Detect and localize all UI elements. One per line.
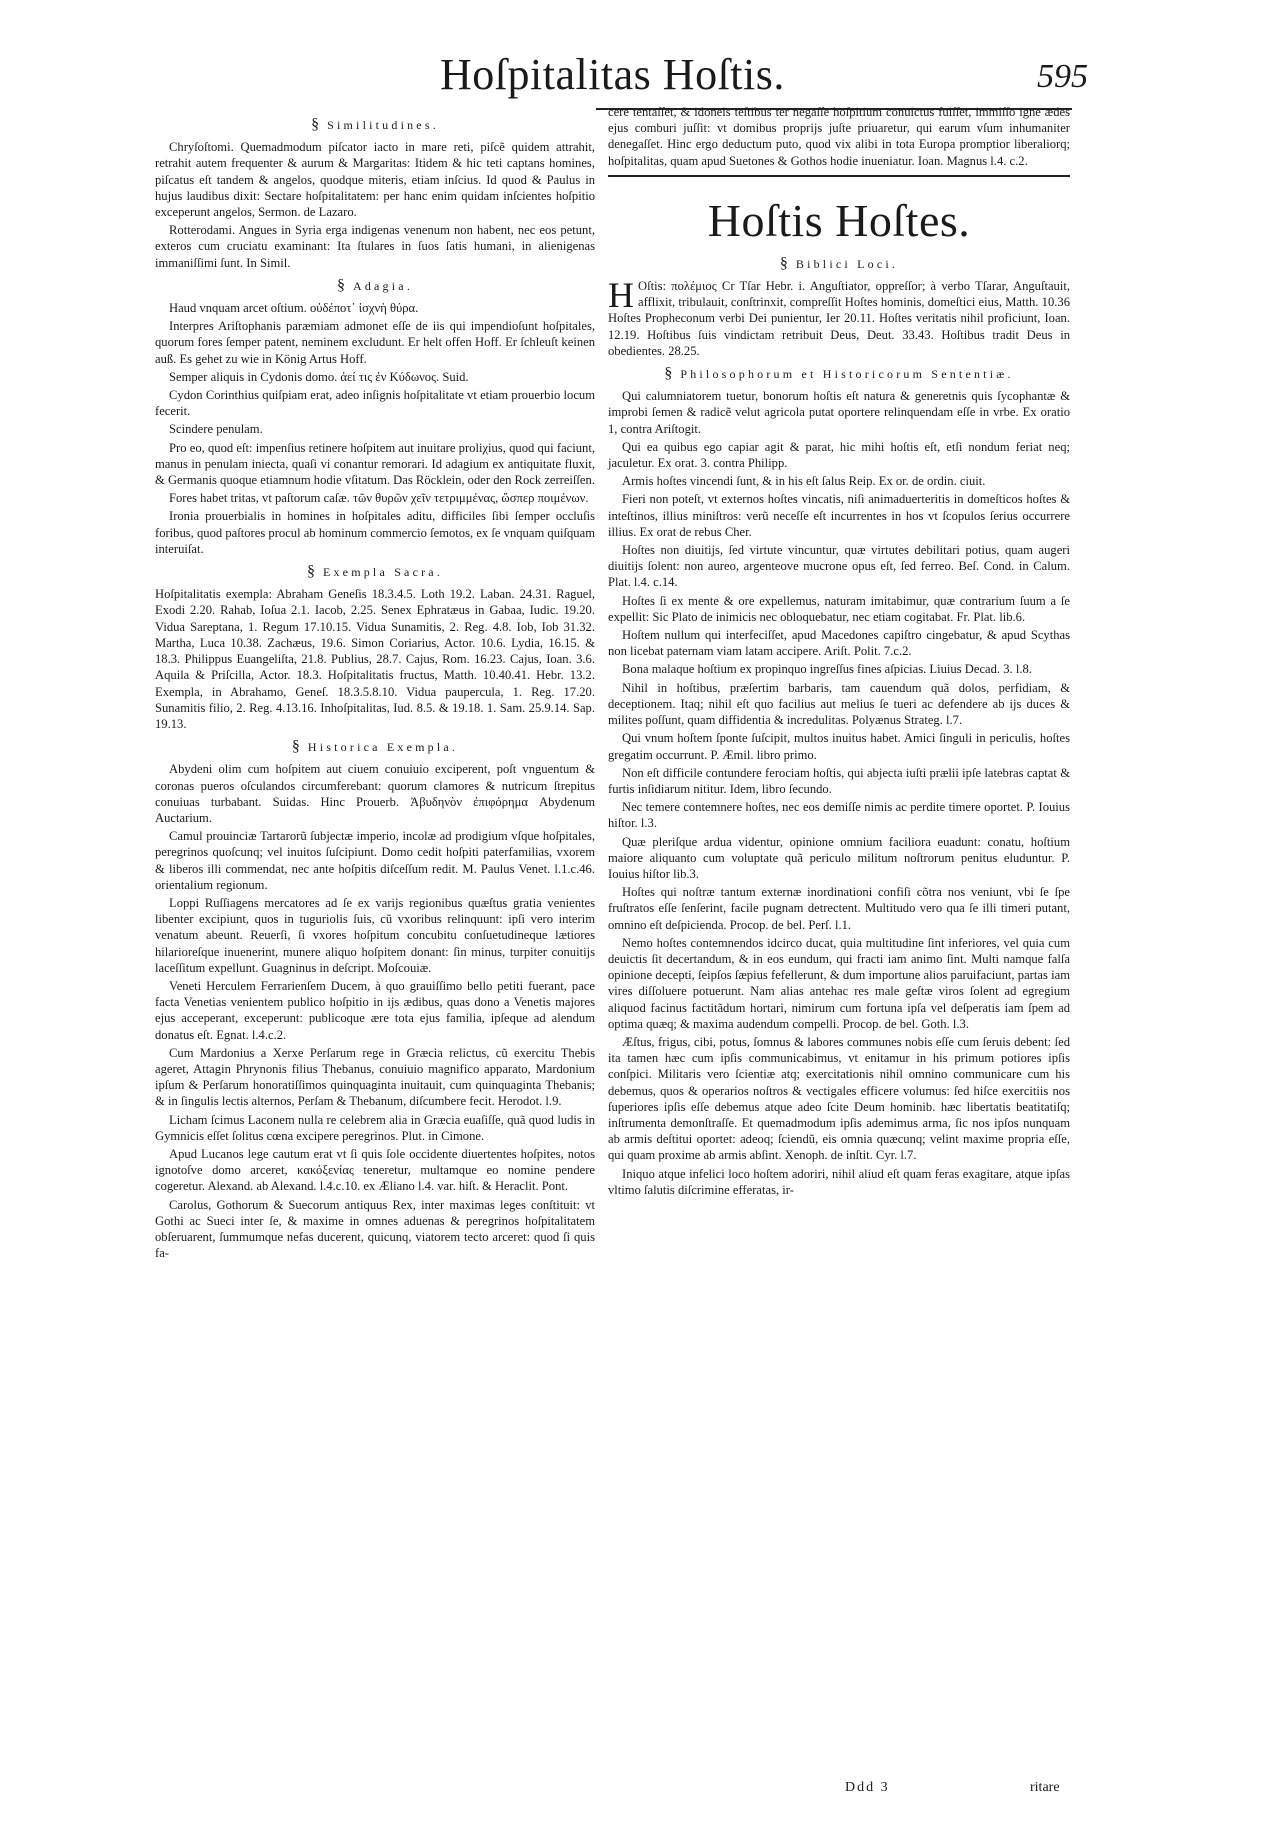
paragraph: H Oſtis: πολέμιος Cr Tſar Hebr. i. Anguſtiator, oppreſſor; à verbo Tſarar, Anguſtauit, afflixit, tribulauit, conſtrinxit, compreſſit Hoſtes hominis, domeſtici eius, Matth. 10.36 Hoſtes Propheconum verbi Dei punientur, Ier 20.11. Hoſtes veritatis nihil proficiunt, Ioan. 12.19. Hoſtibus ſuis vindictam retribuit Deus, Deut. 33.43. Hoſtibus tradit Deus in obedientes. 28.25. xyxy=(608,275,1070,358)
page-header xyxy=(140,48,1100,108)
drop-cap: H xyxy=(608,275,634,316)
paragraph: Qui calumniatorem tuetur, bonorum hoſtis eſt natura & generetnis quis ſycophantæ & improbi ſemen & radicẽ velut agricola putat oportere relinquendam eſſe in vrbe. Ex oratio 1, contra Ariſtogit. xyxy=(608,389,1070,436)
paragraph: Interpres Ariſtophanis paræmiam admonet eſſe de iis qui impendioſunt hoſpitales, quorum fores ſemper patent, neminem excludunt. Er helt offen Hoff. Er ſchleuſt keinen auß. Es gehet zu wie in König Artus Hoff. xyxy=(155,319,595,366)
paragraph: Pro eo, quod eſt: impenſius retinere hoſpitem aut inuitare proliχius, quod qui faciunt, manus in penulam iniecta, quaſi vi conantur remorari. Id adagium ex antiquitate fluxit, & Germanis quoque etiamnum hodie vſitatum. Das Röcklein, oder den Rock zerreiſſen. xyxy=(155,440,595,488)
section-heading-biblici: § Biblici Loci. xyxy=(779,254,899,272)
section-mark-icon: § xyxy=(291,738,300,756)
paragraph: Loppi Ruſſiagens mercatores ad ſe ex varijs regionibus quæſtus gratia venientes libenter excipiunt, quos in tuguriolis ſuis, cũ vxoribus relinquunt: ipſi vero interim venatum abeunt. Reuerſi, ſi vxores hoſpitum concubitu conſuetudineque lætiores hilarioreſque inuenerint, munere aliquo hoſpitem donant: ſin minus, turpiter conuitijs laceſſitum expellunt. Guagninus in deſcript. Moſcouiæ. xyxy=(155,895,595,975)
section-mark-icon: § xyxy=(306,563,315,581)
paragraph: Hoſtes qui noſtræ tantum externæ inordinationi confiſi cõtra nos veniunt, vbi ſe ſpe fruſtratos eſſe ſenſerint, facile pugnam detrectent. Multitudo vero qua ſe illi timeri putant, omnino eſt deſpicienda. Procop. de bel. Perſ. l.1. xyxy=(608,885,1070,932)
paragraph: Fores habet tritas, vt paſtorum caſæ. τῶν θυρῶν χεῖν τετριμμένας, ὥσπερ ποιμένων. xyxy=(169,491,589,506)
paragraph: Veneti Herculem Ferrarienſem Ducem, à quo grauiſſimo bello petiti fuerant, pace facta Venetias venientem publico hoſpitio in ijs ædibus, quas dono a Venetis majores ejus acceperant, exceperunt: publicoque ære tota ejus familia, ipſeque ad alendum donatus eſt. Egnat. l.4.c.2. xyxy=(155,978,595,1042)
section-mark-icon: § xyxy=(779,254,788,272)
signature-mark: Ddd 3 xyxy=(845,1780,890,1795)
left-column xyxy=(155,110,595,1263)
paragraph: Haud vnquam arcet oſtium. οὐδέποτ᾽ ἰσχνὴ θύρα. xyxy=(169,301,419,316)
catchword: ritare xyxy=(1030,1780,1060,1795)
paragraph: Non eſt difficile contundere ferociam hoſtis, qui abjecta iuſti prælii ipſe latebras captat & furtis inſidiarum nititur. Idem, libro ſecundo. xyxy=(608,765,1070,796)
paragraph: Camul prouinciæ Tartarorũ ſubjectæ imperio, incolæ ad prodigium vſque hoſpitales, peregrinos quoſcunq; vel inuitos ſuſcipiunt. Domo cedit hoſpiti paterfamilias, vxorem & liberos illi commendat, nec ante hoſpitis diſceſſum redit. M. Paulus Venet. l.1.c.46. orientalium regionum. xyxy=(155,829,595,892)
section-heading-similitudines: § Similitudines. xyxy=(311,116,439,133)
paragraph: Cydon Corinthius quiſpiam erat, adeo inſignis hoſpitalitate vt etiam prouerbio locum fecerit. xyxy=(155,388,595,419)
paragraph: Hoſpitalitatis exempla: Abraham Geneſis 18.3.4.5. Loth 19.2. Laban. 24.31. Raguel, Exodi 2.20. Rahab, Ioſua 2.1. Iacob, 2.25. Senex Ephratæus in Gabaa, Iudic. 19.20. Vidua Sareptana, 1. Regum 17.10.15. Vidua Sunamitis, 2. Reg. 4.8. Iob, Iob 31.32. Martha, Luca 10.38. Zachæus, 19.6. Simon Coriarius, Actor. 10.6. Lydia, 16.15. & 18.3. Philippus Euangeliſta, 21.8. Publius, 28.7. Cajus, Rom. 16.23. Cajus, Ioan. 3.6. Aquila & Priſcilla, Actor. 18.3. Hoſpitalitatis fructus, Matth. 10.40.41. Hebr. 13.2. Exempla, in Abrahamo, Geneſ. 18.3.5.8.10. Vidua paupercula, 1. Reg. 17.20. Sunamitis filio, 2. Reg. 4.13.16. Inhoſpitalitas, Iud. 8.5. & 19.18. 1. Sam. 25.9.14. Sap. 19.13. xyxy=(155,587,595,731)
section-heading-philosophorum: § Philosophorum et Historicorum Sententiæ. xyxy=(664,365,1014,383)
paragraph: Cum Mardonius a Xerxe Perſarum rege in Græcia relictus, cũ exercitu Thebis ageret, Attagin Phrynonis filius Thebanus, conuiuio magnifico apparato, Mardonium ipſum & Perſarum honoratiſſimos quinquaginta inuitauit, cum quinquaginta Thebanis; & in ſingulis lectis alternos, Perſam & Thebanum, diſcumbere fecit. Herodot. l.9. xyxy=(155,1045,595,1109)
paragraph-continuation: cere tentaſſet, & idoneis teſtibus ter negaſſe hoſpitium conuictus fuiſſet, immiſſo igne ædes ejus comburi juſſit: vt domibus proprijs juſte priuaretur, qui earum vſum inhumaniter denegaſſet. Hinc ergo deductum puto, quod vix alibi in tota Europa promptior liberaliorq; hoſpitalitas, quam apud Suetones & Gothos hodie inueniatur. Ioan. Magnus l.4. c.2. xyxy=(608,105,1070,168)
paragraph: Nemo hoſtes contemnendos idcirco ducat, quia multitudine ſint inferiores, vel quia cum deuictis ſit decertandum, & in eos eundum, qui fracti iam animo ſint. Multi namque falſa opinione decepti, ſeipſos ſæpius fefellerunt, & dum importune alios paruifaciunt, partas iam vires diſſoluere potuerunt. Nam alias antehac res male geſtæ viros ſolent ad egregium aliquod facinus factitãdum hortari, nimirum cum fortuna ipſa vel deſperatis iam ſpem ad optima quæq; & maxima audendum compelli. Procop. de bel. Goth. l.3. xyxy=(608,935,1070,1031)
page-number: 595 xyxy=(1037,58,1088,95)
section-mark-icon: § xyxy=(336,276,345,294)
paragraph: Nec temere contemnere hoſtes, nec eos demiſſe nimis ac perdite timere oportet. P. Iouius hiſtor. l.3. xyxy=(608,800,1070,831)
entry-title: Hoſtis Hoſtes. xyxy=(707,194,971,246)
paragraph: Nihil in hoſtibus, præſertim barbaris, tam cauendum quã dolos, perfidiam, & deceptionem. Itaq; nihil eſt quo facilius aut melius ſe tueri ac defendere ab ijs duces & milites poſſunt, quam diffidentia & incredulitas. Polyænus Strateg. l.7. xyxy=(608,680,1070,728)
running-title: Hoſpitalitas Hoſtis. xyxy=(440,50,785,99)
paragraph: Armis hoſtes vincendi ſunt, & in his eſt ſalus Reip. Ex or. de ordin. ciuit. xyxy=(622,474,986,489)
paragraph: Chryſoſtomi. Quemadmodum piſcator iacto in mare reti, piſcẽ quidem attrahit, retrahit autem frequenter & aurum & Margaritas: Itidem & hic teti captans homines, piſcatus eſt tandem & angelos, quodque miteris, etiam inſcius. Id quod & Paulus in hujus laudibus dixit: Sectare hoſpitalitatem: per hanc enim quidam inſcientes hoſpitio exceperunt angelos, Sermon. de Lazaro. xyxy=(155,140,595,220)
paragraph: Hoſtes non diuitijs, ſed virtute vincuntur, quæ virtutes debilitari potius, quam augeri diuitijs ſolent: non aureo, argenteove mucrone opus eſt, ſed ferreo. Beſ. Cond. in Calum. Plat. l.4. c.14. xyxy=(608,543,1070,590)
paragraph: Abydeni olim cum hoſpitem aut ciuem conuiuio exciperent, poſt vnguentum & coronas pueros oſculandos circumferebant: quorum clamores & nutricum ſtrepitus conuiuas turbabant. Suidas. Hinc Prouerb. Ἀβυδηνὸν ἐπιφόρημα Abydenum Auctarium. xyxy=(155,762,595,825)
section-heading-exempla-sacra: § Exempla Sacra. xyxy=(306,563,444,581)
paragraph: Qui vnum hoſtem ſponte ſuſcipit, multos inuitus habet. Amici ſinguli in periculis, hoſtes gregatim occurrunt. P. Æmil. libro primo. xyxy=(608,731,1070,762)
paragraph: Iniquo atque infelici loco hoſtem adoriri, nihil aliud eſt quam feras exagitare, atque ipſas vltimo ſalutis diſcrimine efferatas, ir- xyxy=(608,1166,1070,1197)
paragraph: Semper aliquis in Cydonis domo. ἀεί τις ἐν Κύδωνος. Suid. xyxy=(169,369,469,384)
paragraph: Scindere penulam. xyxy=(169,422,263,437)
section-heading-historica: § Historica Exempla. xyxy=(291,738,459,756)
section-rule xyxy=(608,175,1070,177)
section-mark-icon: § xyxy=(664,365,673,383)
section-heading-adagia: § Adagia. xyxy=(336,276,414,294)
paragraph: Qui ea quibus ego capiar agit & parat, hic mihi hoſtis eſt, etſi nondum feriat neq; jaculetur. Ex orat. 3. contra Philipp. xyxy=(608,439,1070,471)
right-column xyxy=(608,104,1070,1200)
paragraph: Licham ſcimus Laconem nulla re celebrem alia in Græcia euaſiſſe, quã quod ludis in Gymnicis eſſet ſolitus cœna excipere peregrinos. Plut. in Cimone. xyxy=(155,1112,595,1143)
paragraph: Carolus, Gothorum & Suecorum antiquus Rex, inter maximas leges conſtituit: vt Gothi ac Sueci inter ſe, & maxime in omnes aduenas & peregrinos hoſpitalitatem obſeruarent, ſummumque nefas ducerent, quicunq, viatorem tecto arceret: quod ſi quis fa- xyxy=(155,1197,595,1261)
paragraph: Fieri non poteſt, vt externos hoſtes vincatis, niſi animaduerteritis in domeſticos hoſtes & inteſtinos, illius miniſtros: verũ neceſſe eſt incurrentes in hos vt ſcopulos ſerius occurrere illius. Ex orat de rebus Cher. xyxy=(608,492,1070,539)
paragraph: Bona malaque hoſtium ex propinquo ingreſſus fines aſpicias. Liuius Decad. 3. l.8. xyxy=(622,662,1032,677)
paragraph: Quæ pleriſque ardua videntur, opinione omnium faciliora euadunt: conatu, hoſtium maiore aliquanto cum voluptate quã periculo militum noſtrorum penitus eluduntur. P. Iouius hiſtor lib.3. xyxy=(608,834,1070,881)
paragraph: Apud Lucanos lege cautum erat vt ſi quis ſole occidente diuertentes hoſpites, notos ignotoſve domo arceret, κακόξενίας teneretur, multamque eo nomine pendere cogeretur. Alexand. ab Alexand. l.4.c.10. ex Æliano l.4. var. hiſt. & Heraclit. Pont. xyxy=(155,1146,595,1194)
section-mark-icon: § xyxy=(311,116,320,133)
paragraph: Hoſtem nullum qui interfeciſſet, apud Macedones capiſtro cingebatur, & apud Scythas non licebat paternam viam latam accipere. Ariſt. Polit. 7.c.2. xyxy=(608,628,1070,659)
paragraph: Rotterodami. Angues in Syria erga indigenas venenum non habent, nec eos petunt, exteros cum cruciatu examinant: Ita ſtulares in ſuos ſatis humani, in alienigenas immaniſſimi ſunt. In Simil. xyxy=(155,223,595,270)
paragraph: Æſtus, frigus, cibi, potus, ſomnus & labores communes nobis eſſe cum ſeruis debent: ſed ita tamen hæc cum ipſis communicabimus, vt enitamur in his primum potiores ipſis conſpici. Militaris vero ſcientiæ atq; exercitationis nihil omnino communicare cum his debemus, quos & operarios noſtros & vectigales efficere volumus: ſed hiſce exercitiis nos ſuperiores ipſis eſſe debemus atque adeo ſcite Deum hominib. hæc libertatis beatitatiſq; inſtrumenta demonſtraſſe. Et quemadmodum ipſis ademimus arma, ſic nos ipſos nunquam ab armis deſtitui oportet: adeoq; ſciendũ, eis omnia quæcunq; velint maxime propria eſſe, qui quam proxime ab armis abſint. Xenoph. de inſtit. Cyr. l.7. xyxy=(608,1034,1070,1163)
paragraph: Ironia prouerbialis in homines in hoſpitales aditu, difficiles ſibi ſemper occluſis foribus, quod paſtores procul ab hominum commercio ſemotos, ex ſe vnquam quiſquam interuiſat. xyxy=(155,509,595,556)
paragraph: Hoſtes ſi ex mente & ore expellemus, naturam imitabimur, quæ contrarium ſuum a ſe expellit: Sic Plato de inimicis nec obloquebatur, nec etiam cogitabat. Fr. Plat. lib.6. xyxy=(608,593,1070,624)
